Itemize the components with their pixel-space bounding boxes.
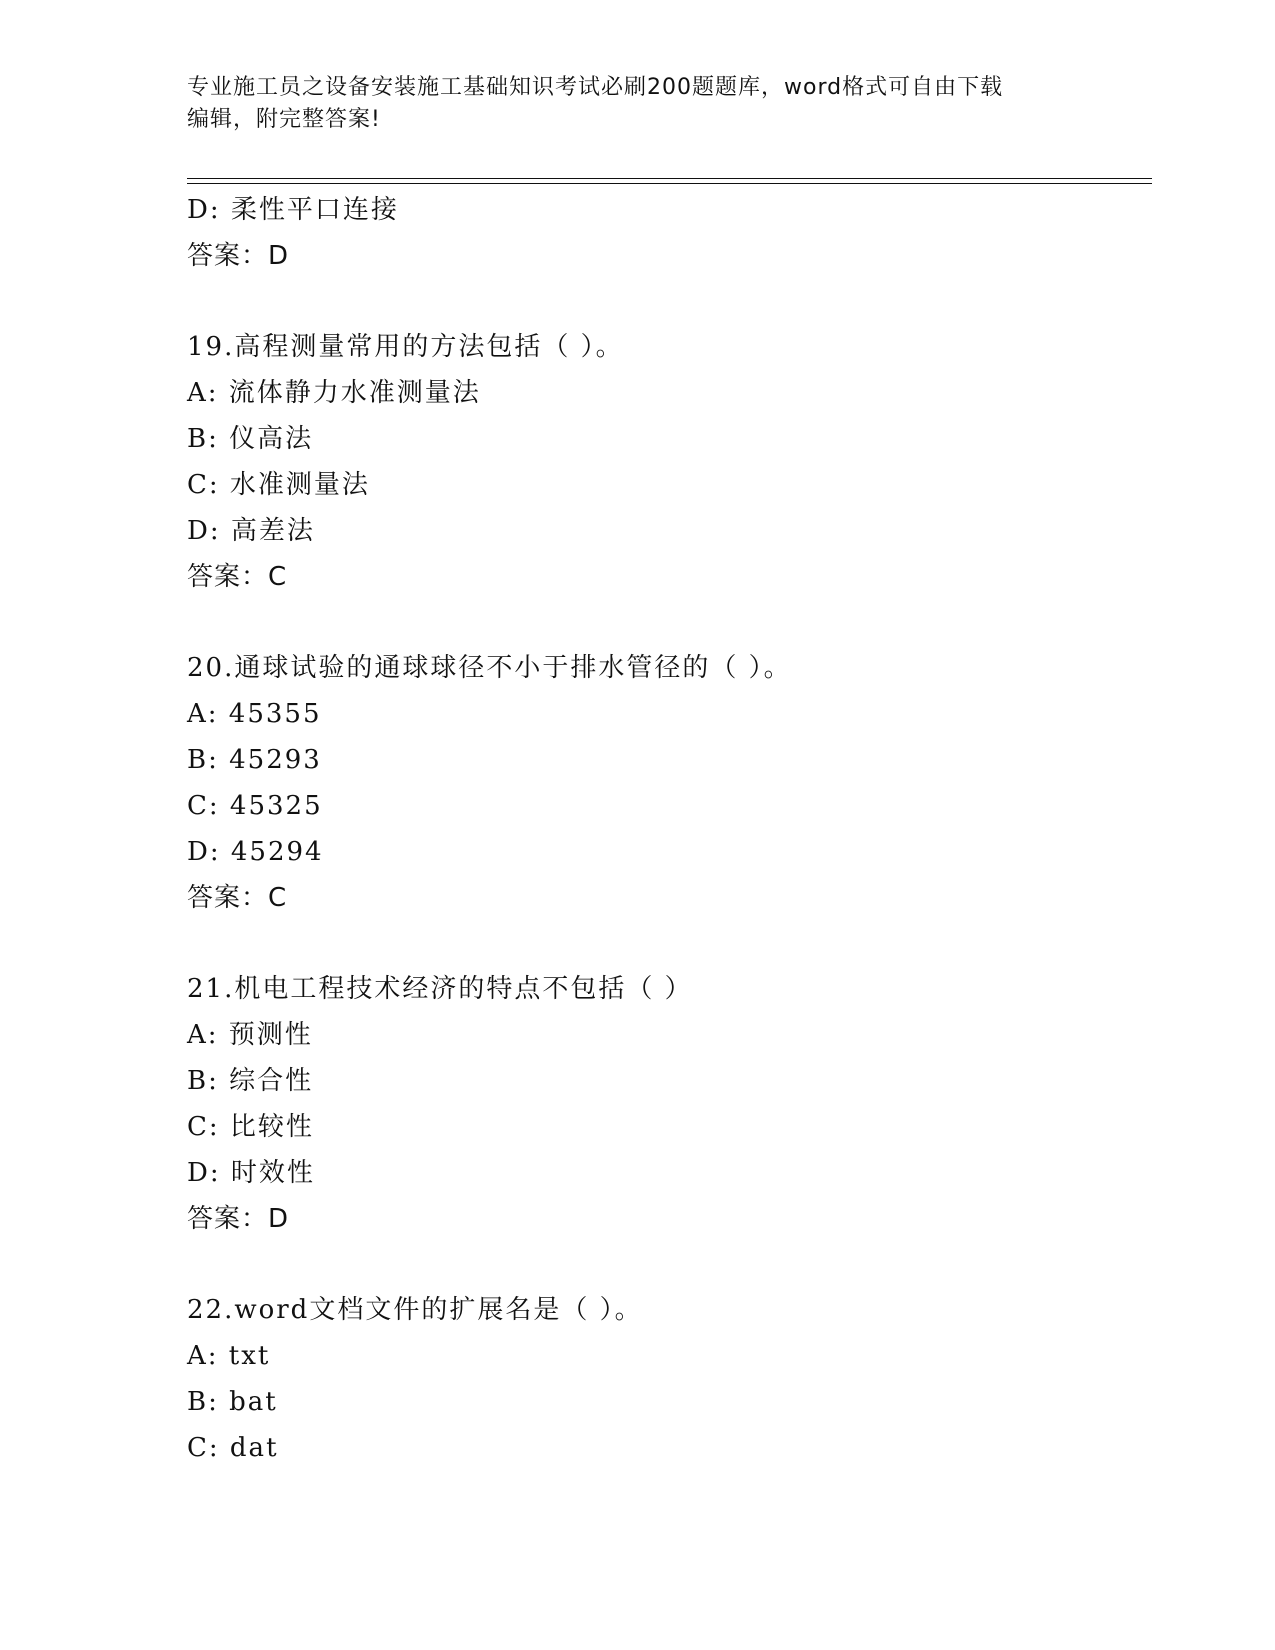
option-c: C: 45325 <box>187 791 323 821</box>
option-b: B: bat <box>187 1387 278 1417</box>
option-a: A: 流体静力水准测量法 <box>187 378 481 408</box>
option-b: B: 45293 <box>187 745 322 775</box>
document-header <box>187 72 1067 136</box>
question-stem: 20.通球试验的通球球径不小于排水管径的（ ）。 <box>187 653 792 683</box>
header-divider-top <box>187 178 1152 179</box>
question-stem: 19.高程测量常用的方法包括（ ）。 <box>187 332 624 362</box>
answer: 答案：C <box>187 883 288 913</box>
header-line-2: 编辑，附完整答案! <box>187 107 381 132</box>
option-c: C: 比较性 <box>187 1112 314 1142</box>
question-22 <box>187 1287 1147 1471</box>
option-a: A: 预测性 <box>187 1020 313 1050</box>
header-divider-bottom <box>187 183 1152 184</box>
option-d: D: 高差法 <box>187 516 315 546</box>
prev-option-d: D: 柔性平口连接 <box>187 195 399 225</box>
option-d: D: 45294 <box>187 837 324 867</box>
question-21 <box>187 966 1147 1242</box>
option-b: B: 仪高法 <box>187 424 314 454</box>
header-line-1: 专业施工员之设备安装施工基础知识考试必刷200题题库，word格式可自由下载 <box>187 75 1004 100</box>
option-b: B: 综合性 <box>187 1066 314 1096</box>
answer: 答案：C <box>187 562 288 592</box>
question-stem: 21.机电工程技术经济的特点不包括（ ） <box>187 974 693 1004</box>
option-a: A: 45355 <box>187 699 322 729</box>
option-c: C: dat <box>187 1433 279 1463</box>
answer: 答案：D <box>187 1204 290 1234</box>
prev-answer: 答案：D <box>187 241 290 271</box>
question-stem: 22.word文档文件的扩展名是（ ）。 <box>187 1295 643 1325</box>
option-c: C: 水准测量法 <box>187 470 370 500</box>
option-d: D: 时效性 <box>187 1158 315 1188</box>
question-20 <box>187 645 1147 921</box>
question-19 <box>187 324 1147 600</box>
option-a: A: txt <box>187 1341 271 1371</box>
question-list <box>187 187 1147 1471</box>
